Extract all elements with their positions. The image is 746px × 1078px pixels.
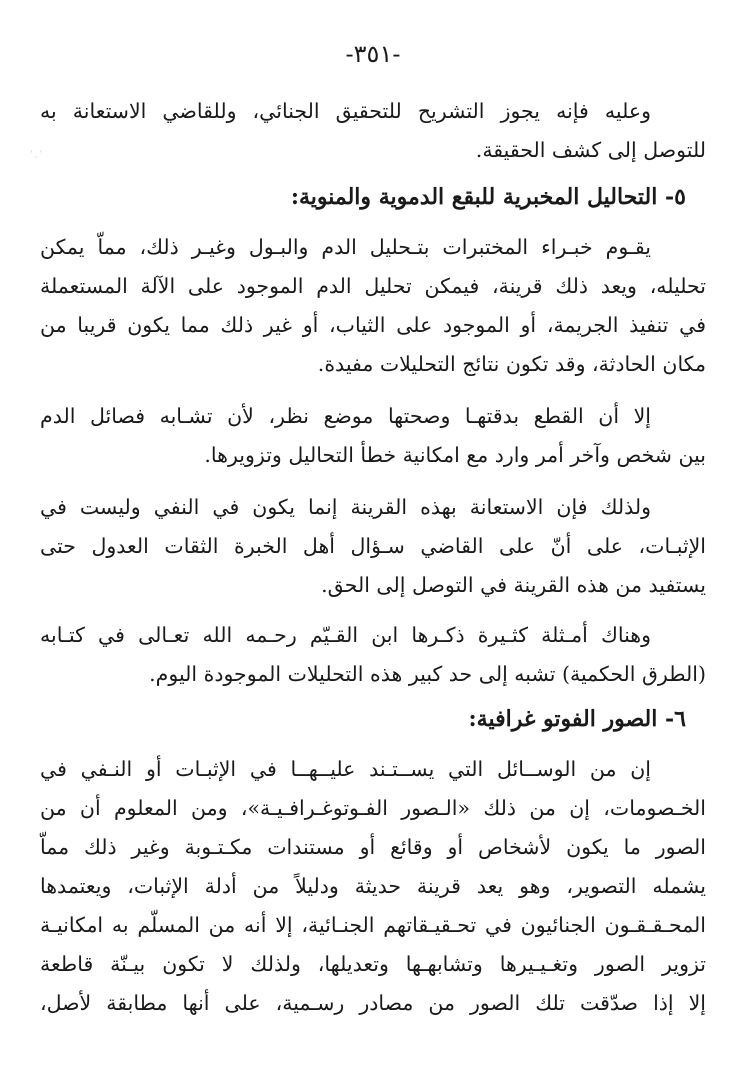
- paragraph-line: يستفيد من هذه القرينة في التوصل إلى الحق.: [321, 573, 706, 597]
- paragraph-line: وعليه فإنه يجوز التشريح للتحقيق الجنائي، وللقاضي الاستعانة به: [40, 99, 651, 123]
- paragraph-line: تزوير الصور وتغـيـيرها وتشابهـها وتعديلها، ولذلك لا تكون بيـنّة قاطعة: [40, 952, 706, 976]
- paragraph-line: في تنفيذ الجريمة، أو الموجود على الثياب، أو غير ذلك مما يكون قريبا من: [40, 313, 706, 337]
- paragraph-line: إن من الوســائل التي يســتـند عليــهــا في الإثبـات أو النـفي في: [40, 757, 652, 781]
- paragraph-line: الإثبـات، على أنّ على القاضي سـؤال أهل الخبرة الثقات العدول حتى: [40, 534, 706, 558]
- paragraph-line: وهناك أمـثلة كثـيرة ذكـرها ابن القـيّم رحـمه الله تعـالى في كتـابه: [40, 623, 651, 647]
- section-heading: ٦- الصور الفوتو غرافية:: [468, 706, 686, 732]
- paragraph-line: يقـوم خبـراء المختبرات بتـحليل الدم والبـول وغيـر ذلك، مماّ يمكن: [40, 235, 651, 259]
- page-number: -٣٥١-: [345, 40, 401, 68]
- paragraph-line: إلا إذا صدّقت تلك الصور من مصادر رسـمية، على أنها مطابقة لأصل،: [40, 991, 706, 1015]
- paragraph-line: بين شخص وآخر أمر وارد مع امكانية خطأ التحاليل وتزويرها.: [204, 443, 706, 467]
- paragraph-line: ولذلك فإن الاستعانة بهذه القرينة إنما يكون في النفي وليست في: [40, 495, 651, 519]
- paragraph-line: إلا أن القطع بدقتهـا وصحتها موضع نظر، لأن تشـابه فصائل الدم: [40, 404, 651, 428]
- paragraph-line: المحـقـقـون الجنائيون في تحـقيـقاتهم الجنـائية، إلا أنه من المسلّم به امكانيـة: [40, 913, 706, 937]
- paragraph-line: مكان الحادثة، وقد تكون نتائج التحليلات مفيدة.: [317, 352, 706, 376]
- paragraph-line: للتوصل إلى كشف الحقيقة.: [475, 138, 706, 162]
- paragraph-line: (الطرق الحكمية) تشبه إلى حد كبير هذه التحليلات الموجودة اليوم.: [149, 662, 706, 686]
- scan-speck: ˈ ˌ ˈ: [30, 150, 42, 159]
- paragraph-line: يشمله التصوير، وهو يعد قرينة حديثة ودليلاً من أدلة الإثبات، ويعتمدها: [40, 874, 706, 898]
- paragraph-line: الصور ما يكون لأشخاص أو وقائع أو مستندات مكـتـوبة وغير ذلك مماّ: [40, 835, 706, 859]
- paragraph-line: الخـصومات، إن من ذلك «الـصور الفـوتوغـرافـيـة»، ومن المعلوم أن من: [40, 796, 706, 820]
- paragraph-line: تحليله، ويعد ذلك قرينة، فيمكن تحليل الدم الموجود على الآلة المستعملة: [40, 274, 706, 298]
- section-heading: ٥- التحاليل المخبرية للبقع الدموية والمنوية:: [290, 184, 686, 210]
